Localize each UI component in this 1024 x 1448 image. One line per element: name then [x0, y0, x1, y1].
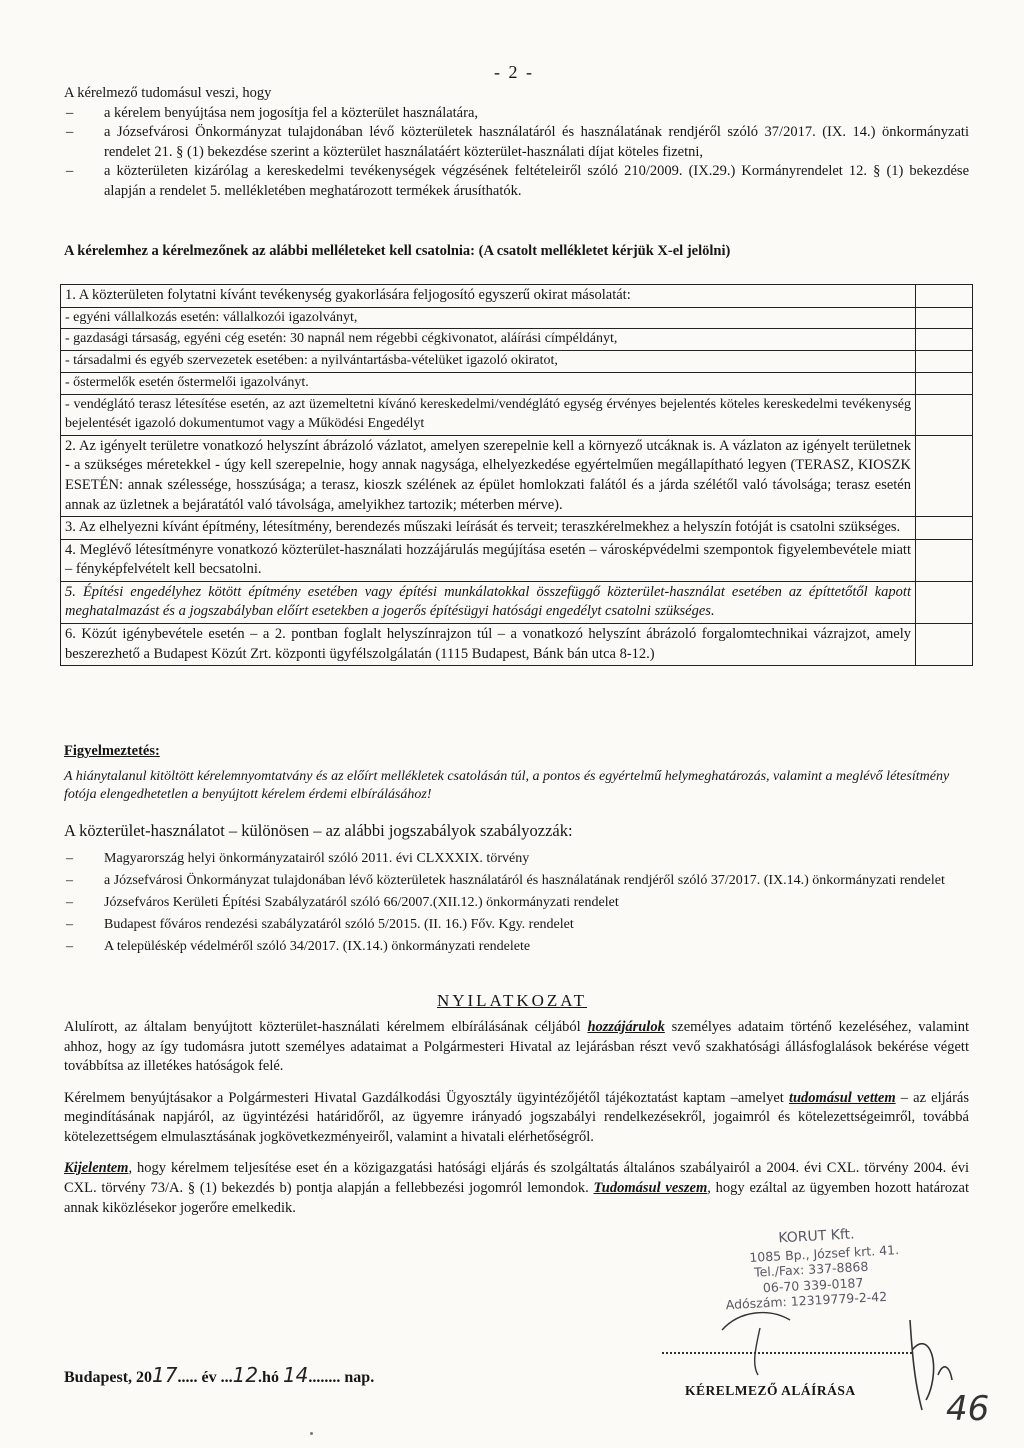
attachment-row	[61, 581, 973, 623]
intro-section	[64, 84, 969, 201]
attachment-text: 2. Az igényelt területre vonatkozó helyszínt ábrázoló vázlatot, amelyen szerepelnie kell a környező utcáknak is. A vázlaton az igényelt területnek - a szükséges méretekkel - úgy kell szerepelnie, hogy annak nagysága, elhelyezkedése egyértelműen megállapítható legyen (TERASZ, KIOSZK ESETÉN: annak szélessége, hosszúsága; a terasz, kioszk szélének az épület homlokzati falától és a járda szélétől való távolsága; terasz esetén annak az üzletnek a bejáratától való távolsága, amelyikhez tartozik; méterben mérve).	[61, 435, 916, 516]
legislation-list	[64, 850, 969, 956]
attachment-text: 1. A közterületen folytatni kívánt tevékenység gyakorlására feljogosító egyszerű okirat másolatát:	[61, 285, 916, 308]
legislation-item: – A településkép védelméről szóló 34/2017. (IX.14.) önkormányzati rendelete	[64, 938, 969, 957]
attachment-checkbox[interactable]	[916, 285, 973, 308]
attachment-checkbox[interactable]	[916, 581, 973, 623]
legislation-item: – a Józsefvárosi Önkormányzat tulajdonában lévő közterületek használatáról és használatának rendjéről szóló 37/2017. (IX.14.) önkormányzati rendelet	[64, 872, 969, 891]
handwritten-signature	[700, 1280, 1000, 1430]
declaration-title: NYILATKOZAT	[436, 991, 588, 1010]
page-number: - 2 -	[494, 62, 534, 82]
intro-item: – a kérelem benyújtása nem jogosítja fel a közterület használatára,	[64, 104, 969, 124]
attachment-text: 6. Közút igénybevétele esetén – a 2. pontban foglalt helyszínrajzon túl – a vonatkozó helyszínt ábrázoló forgalomtechnikai vázrajzot, amely beszerezhető a Budapest Közút Zrt. központi ügyfélszolgálatán (1115 Budapest, Bánk bán utca 8-12.)	[61, 623, 916, 665]
attachment-checkbox[interactable]	[916, 539, 973, 581]
legislation-item: – Budapest főváros rendezési szabályzatáról szóló 5/2015. (II. 16.) Főv. Kgy. rendelet	[64, 916, 969, 935]
attachment-text: - egyéni vállalkozás esetén: vállalkozói igazolványt,	[61, 307, 916, 329]
attachment-text: - gazdasági társaság, egyéni cég esetén: 30 napnál nem régebbi cégkivonatot, aláírási címpéldányt,	[61, 329, 916, 351]
declaration-section	[64, 1018, 969, 1230]
attachment-checkbox[interactable]	[916, 395, 973, 436]
attachment-checkbox[interactable]	[916, 623, 973, 665]
attachments-table	[60, 284, 973, 666]
intro-item: – a Józsefvárosi Önkormányzat tulajdonában lévő közterületek használatáról és használatának rendjéről szóló 37/2017. (IX. 14.) önkormányzati rendelet 21. § (1) bekezdése szerint a közterület használatáért közterület-használati díjat köteles fizetni,	[64, 123, 969, 162]
stamp-line: Tel./Fax: 337-8868	[753, 1258, 869, 1280]
attachment-checkbox[interactable]	[916, 517, 973, 540]
intro-item: – a közterületen kizárólag a kereskedelmi tevékenységek végzésének feltételeiről szóló 210/2009. (IX.29.) Kormányrendelet 12. § (1) bekezdése alapján a rendelet 5. mellékletében meghatározott termékek árusíthatók.	[64, 162, 969, 201]
attachment-row	[61, 435, 973, 516]
attachment-row	[61, 623, 973, 665]
attachment-checkbox[interactable]	[916, 435, 973, 516]
emphasis-acknowledge: Tudomásul veszem	[593, 1179, 708, 1196]
page-annotation: 46	[946, 1389, 990, 1429]
stamp-line: KORUT Kft.	[777, 1226, 855, 1247]
date-year: 17	[152, 1363, 178, 1387]
declaration-consent: Alulírott, az általam benyújtott közterület-használati kérelmem elbírálásának céljából hozzájárulok személyes adataim történő kezeléséhez, valamint ahhoz, hogy az így tudomásra jutott személyes adataimat a Polgármesteri Hivatal az lejárásban részt vevő szakhatósági állásfoglalások bekérése végett továbbítsa az illetékes hatóságok felé.	[64, 1019, 969, 1075]
warning-section	[64, 742, 969, 805]
intro-lead: A kérelmező tudomásul veszi, hogy	[64, 85, 272, 101]
attachment-row	[61, 307, 973, 329]
attachment-text: 3. Az elhelyezni kívánt építmény, létesítmény, berendezés műszaki leírását és terveit; teraszkérelmekhez a helyszín fotóját is csatolni szükséges.	[61, 517, 916, 540]
emphasis-declare: Kijelentem	[64, 1160, 129, 1177]
date-month: 12	[232, 1363, 259, 1387]
attachment-text: - társadalmi és egyéb szervezetek esetében: a nyilvántartásba-vételüket igazoló okiratot,	[61, 351, 916, 373]
legislation-item: – Magyarország helyi önkormányzatairól szóló 2011. évi CLXXXIX. törvény	[64, 850, 969, 869]
attachment-text: 5. Építési engedélyhez kötött építmény esetében vagy építési munkálatokkal összefüggő közterület-használat esetében az építtetőtől kapott meghatalmazást és a jogszabályban előírt esetekben a jogerős építésügyi hatósági engedélyt csatolni szükséges.	[61, 581, 916, 623]
legislation-item: – Józsefváros Kerületi Építési Szabályzatáról szóló 66/2007.(XII.12.) önkormányzati rendelet	[64, 894, 969, 913]
attachment-row	[61, 373, 973, 395]
attachment-row	[61, 517, 973, 540]
attachment-checkbox[interactable]	[916, 307, 973, 329]
attachment-row	[61, 351, 973, 373]
stamp-line: 06-70 339-0187	[762, 1274, 864, 1296]
attachment-text: - őstermelők esetén őstermelői igazolványt.	[61, 373, 916, 395]
attachment-checkbox[interactable]	[916, 351, 973, 373]
attachments-heading: A kérelemhez a kérelmezőnek az alábbi melléleteket kell csatolnia: (A csatolt mellékletet kérjük X-el jelölni)	[64, 243, 731, 259]
date-line: Budapest, 2017..... év ...12.hó 14........ nap.	[64, 1363, 375, 1387]
declaration-appeal-waiver: Kijelentem, hogy kérelmem teljesítése eset én a közigazgatási hatósági eljárás és szolgáltatás általános szabályairól a 2004. évi CXL. törvény 2004. évi CXL. törvény 73/A. § (1) bekezdés b) pontja alapján a fellebbezési jogomról lemondok. Tudomásul veszem, hogy ezáltal az ügyemben hozott határozat annak kiközlésekor jogerőre emelkedik.	[64, 1160, 969, 1216]
legislation-section	[64, 820, 969, 960]
legislation-intro: A közterület-használatot – különösen – az alábbi jogszabályok szabályozzák:	[64, 821, 573, 840]
attachment-row	[61, 285, 973, 308]
attachment-text: 4. Meglévő létesítményre vonatkozó közterület-használati hozzájárulás megújítása esetén – városképvédelmi szempontok figyelembevétele miatt – fényképfelvételt kell becsatolni.	[61, 539, 916, 581]
attachment-checkbox[interactable]	[916, 373, 973, 395]
declaration-information: Kérelmem benyújtásakor a Polgármesteri Hivatal Gazdálkodási Ügyosztály ügyintézőjétől tájékoztatást kaptam –amelyet tudomásul vettem – az eljárás megindításának napjáról, az ügyintézési határidőről, az ügyemre irányadó jogszabályi rendelkezésekről, jogaimról és kötelezettségeimről, továbbá kötelezettségem elmulasztásának jogkövetkezményeiről, valamint a hivatali elérhetőségről.	[64, 1089, 970, 1145]
stamp-line: 1085 Bp., József krt. 41.	[748, 1241, 900, 1265]
signature-label: KÉRELMEZŐ ALÁÍRÁSA	[685, 1383, 856, 1398]
attachment-row	[61, 539, 973, 581]
scan-mark	[310, 1432, 313, 1435]
warning-text: A hiánytalanul kitöltött kérelemnyomtatvány és az előírt mellékletek csatolásán túl, a pontos és egyértelmű helymeghatározás, valamint a meglévő létesítmény fotója elengedhetetlen a benyújtott kérelem érdemi elbírálásához!	[64, 768, 950, 803]
intro-list	[64, 104, 969, 202]
attachment-checkbox[interactable]	[916, 329, 973, 351]
emphasis-consent: hozzájárulok	[587, 1019, 665, 1035]
stamp-line: Adószám: 12319779-2-42	[725, 1289, 888, 1313]
date-day: 14	[282, 1363, 309, 1387]
warning-title: Figyelmeztetés:	[64, 743, 160, 759]
attachment-row	[61, 329, 973, 351]
attachment-row	[61, 395, 973, 436]
attachment-text: - vendéglátó terasz létesítése esetén, az azt üzemeltetni kívánó kereskedelmi/vendéglátó egység érvényes bejelentés köteles kereskedelmi tevékenység bejelentését igazoló dokumentumot vagy a Működési Engedélyt	[61, 395, 916, 436]
emphasis-acknowledged: tudomásul vettem	[788, 1089, 896, 1106]
signature-line	[662, 1352, 912, 1354]
